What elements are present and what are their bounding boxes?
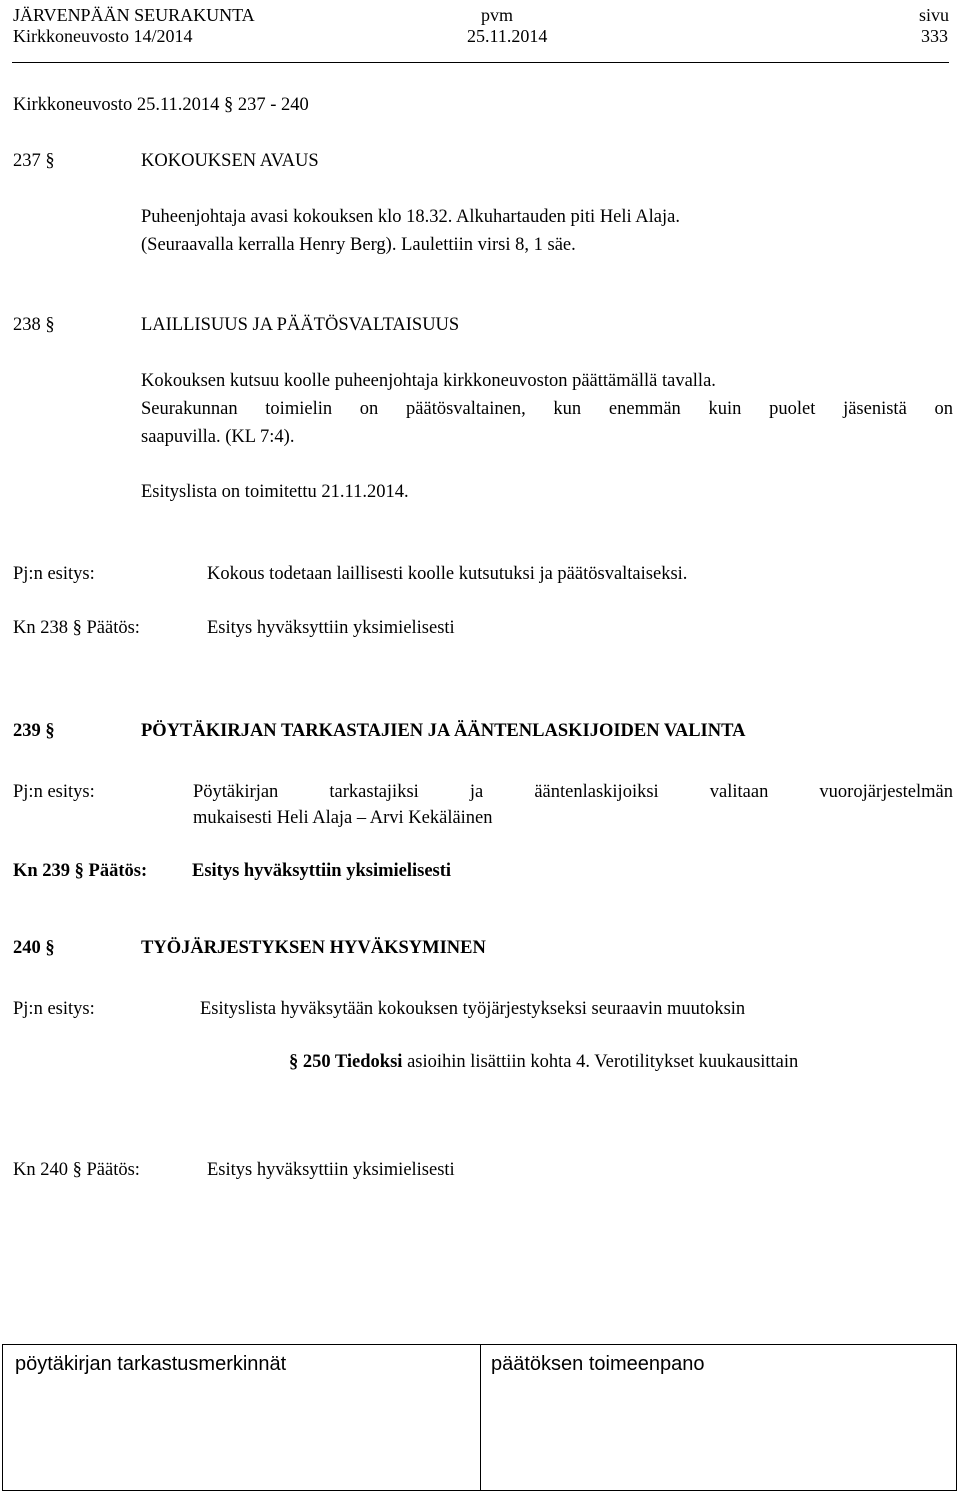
review-marks-label: pöytäkirjan tarkastusmerkinnät — [15, 1353, 287, 1375]
section-239-decision-label: Kn 239 § Päätös: — [13, 861, 148, 881]
section-238-decision-label: Kn 238 § Päätös: — [13, 618, 140, 638]
section-239-proposal-text-2: mukaisesti Heli Alaja – Arvi Kekäläinen — [193, 808, 493, 828]
section-237-text-2: (Seuraavalla kerralla Henry Berg). Laulettiin virsi 8, 1 säe. — [141, 235, 576, 255]
section-238-decision-text: Esitys hyväksyttiin yksimielisesti — [207, 618, 455, 638]
section-239-decision-text: Esitys hyväksyttiin yksimielisesti — [192, 861, 452, 881]
section-238-number: 238 § — [13, 315, 55, 335]
section-238-proposal-label: Pj:n esitys: — [13, 564, 95, 584]
meeting-id: Kirkkoneuvosto 14/2014 — [13, 26, 193, 46]
section-240-change-text: asioihin lisättiin kohta 4. Verotilitykset kuukausittain — [407, 1052, 799, 1072]
section-239-proposal-text-1: Pöytäkirjan tarkastajiksi ja ääntenlaskijoiksi valitaan vuorojärjestelmän — [193, 782, 953, 802]
section-240-change-ref: § 250 Tiedoksi — [289, 1052, 403, 1072]
section-237-number: 237 § — [13, 151, 55, 171]
org-name: JÄRVENPÄÄN SEURAKUNTA — [13, 5, 255, 25]
section-238-title: LAILLISUUS JA PÄÄTÖSVALTAISUUS — [141, 315, 460, 335]
section-range: Kirkkoneuvosto 25.11.2014 § 237 - 240 — [13, 95, 309, 115]
section-240-decision-label: Kn 240 § Päätös: — [13, 1160, 140, 1180]
header-divider — [12, 62, 949, 63]
section-239-title: PÖYTÄKIRJAN TARKASTAJIEN JA ÄÄNTENLASKIJOIDEN VALINTA — [141, 721, 746, 741]
meeting-date: 25.11.2014 — [467, 26, 548, 46]
section-240-change — [289, 1051, 798, 1073]
section-238-text-1: Kokouksen kutsuu koolle puheenjohtaja kirkkoneuvoston päättämällä tavalla. — [141, 371, 716, 391]
section-240-title: TYÖJÄRJESTYKSEN HYVÄKSYMINEN — [141, 938, 486, 958]
section-238-text-3: saapuvilla. (KL 7:4). — [141, 427, 295, 447]
section-240-proposal-label: Pj:n esitys: — [13, 999, 95, 1019]
page-label: sivu — [919, 5, 950, 25]
section-237-title: KOKOUKSEN AVAUS — [141, 151, 319, 171]
decision-execution-box — [479, 1344, 957, 1491]
decision-execution-label: päätöksen toimeenpano — [491, 1353, 705, 1375]
section-240-proposal-text: Esityslista hyväksytään kokouksen työjärjestykseksi seuraavin muutoksin — [200, 999, 746, 1019]
section-239-number: 239 § — [13, 721, 55, 741]
section-239-proposal-label: Pj:n esitys: — [13, 782, 95, 802]
review-marks-box — [2, 1344, 481, 1491]
section-238-text-2: Seurakunnan toimielin on päätösvaltainen, kun enemmän kuin puolet jäsenistä on — [141, 399, 953, 419]
section-240-number: 240 § — [13, 938, 55, 958]
section-240-decision-text: Esitys hyväksyttiin yksimielisesti — [207, 1160, 455, 1180]
page-number: 333 — [921, 26, 948, 46]
date-label: pvm — [481, 5, 514, 25]
section-237-text-1: Puheenjohtaja avasi kokouksen klo 18.32. Alkuhartauden piti Heli Alaja. — [141, 207, 680, 227]
section-238-text-4: Esityslista on toimitettu 21.11.2014. — [141, 482, 409, 502]
section-238-proposal-text: Kokous todetaan laillisesti koolle kutsutuksi ja päätösvaltaiseksi. — [207, 564, 688, 584]
